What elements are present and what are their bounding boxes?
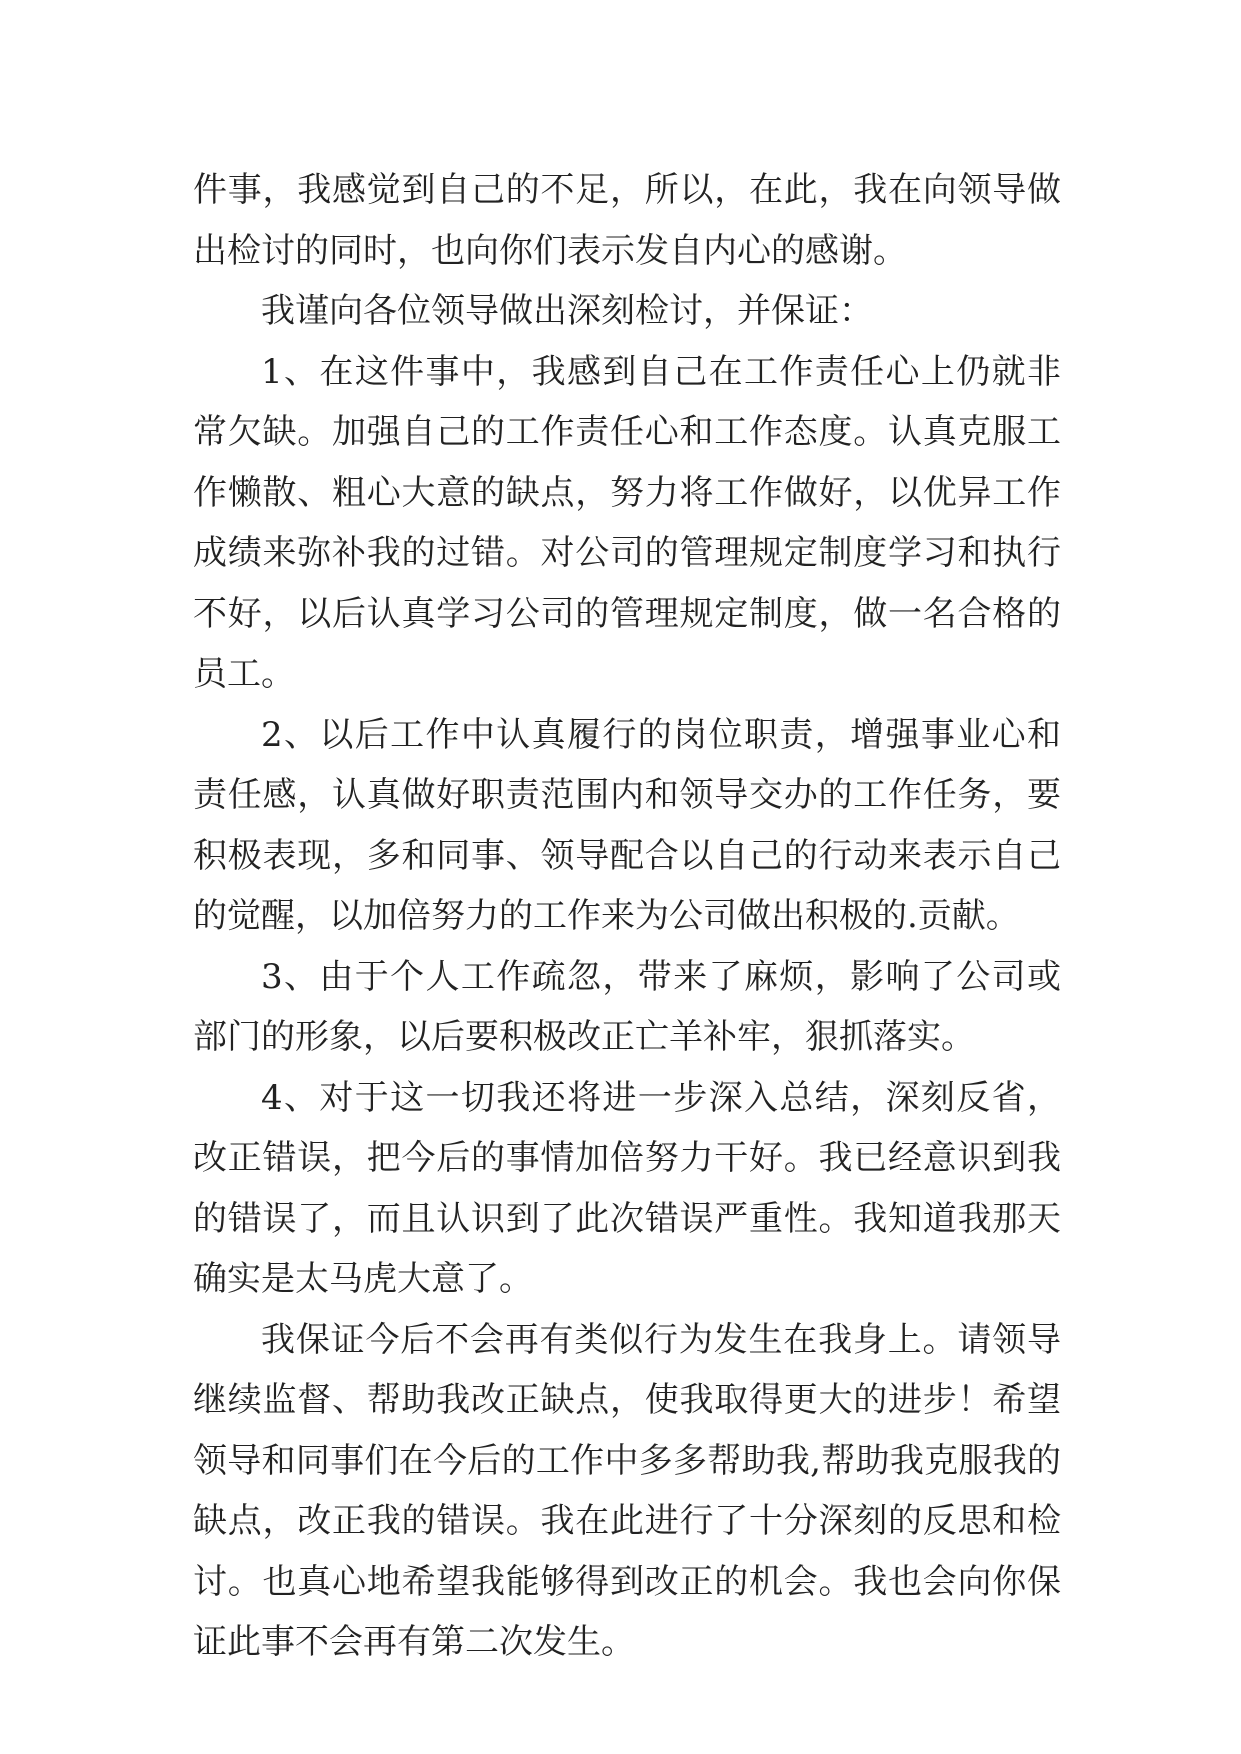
paragraph-closing: 我保证今后不会再有类似行为发生在我身上。请领导继续监督、帮助我改正缺点，使我取得更大的进步！希望领导和同事们在今后的工作中多多帮助我,帮助我克服我的缺点，改正我的错误。我在此进行了十分深刻的反思和检讨。也真心地希望我能够得到改正的机会。我也会向你保证此事不会再有第二次发生。 xyxy=(193,1319,1061,1662)
paragraph-continuation: 件事，我感觉到自己的不足，所以，在此，我在向领导做出检讨的同时，也向你们表示发自内心的感谢。 xyxy=(193,170,1061,271)
paragraph-point-1: 1、在这件事中，我感到自己在工作责任心上仍就非常欠缺。加强自己的工作责任心和工作态度。认真克服工作懒散、粗心大意的缺点，努力将工作做好，以优异工作成绩来弥补我的过错。对公司的管理规定制度学习和执行不好，以后认真学习公司的管理规定制度，做一名合格的员工。 xyxy=(193,351,1061,694)
document-body xyxy=(193,160,1061,1673)
paragraph-pledge-intro: 我谨向各位领导做出深刻检讨，并保证： xyxy=(261,291,873,331)
paragraph-point-2: 2、以后工作中认真履行的岗位职责，增强事业心和责任感，认真做好职责范围内和领导交办的工作任务，要积极表现，多和同事、领导配合以自己的行动来表示自己的觉醒，以加倍努力的工作来为公司做出积极的.贡献。 xyxy=(193,714,1061,936)
paragraph-point-3: 3、由于个人工作疏忽，带来了麻烦，影响了公司或部门的形象，以后要积极改正亡羊补牢，狠抓落实。 xyxy=(193,956,1061,1057)
paragraph-point-4: 4、对于这一切我还将进一步深入总结，深刻反省，改正错误，把今后的事情加倍努力干好。我已经意识到我的错误了，而且认识到了此次错误严重性。我知道我那天确实是太马虎大意了。 xyxy=(193,1077,1061,1299)
